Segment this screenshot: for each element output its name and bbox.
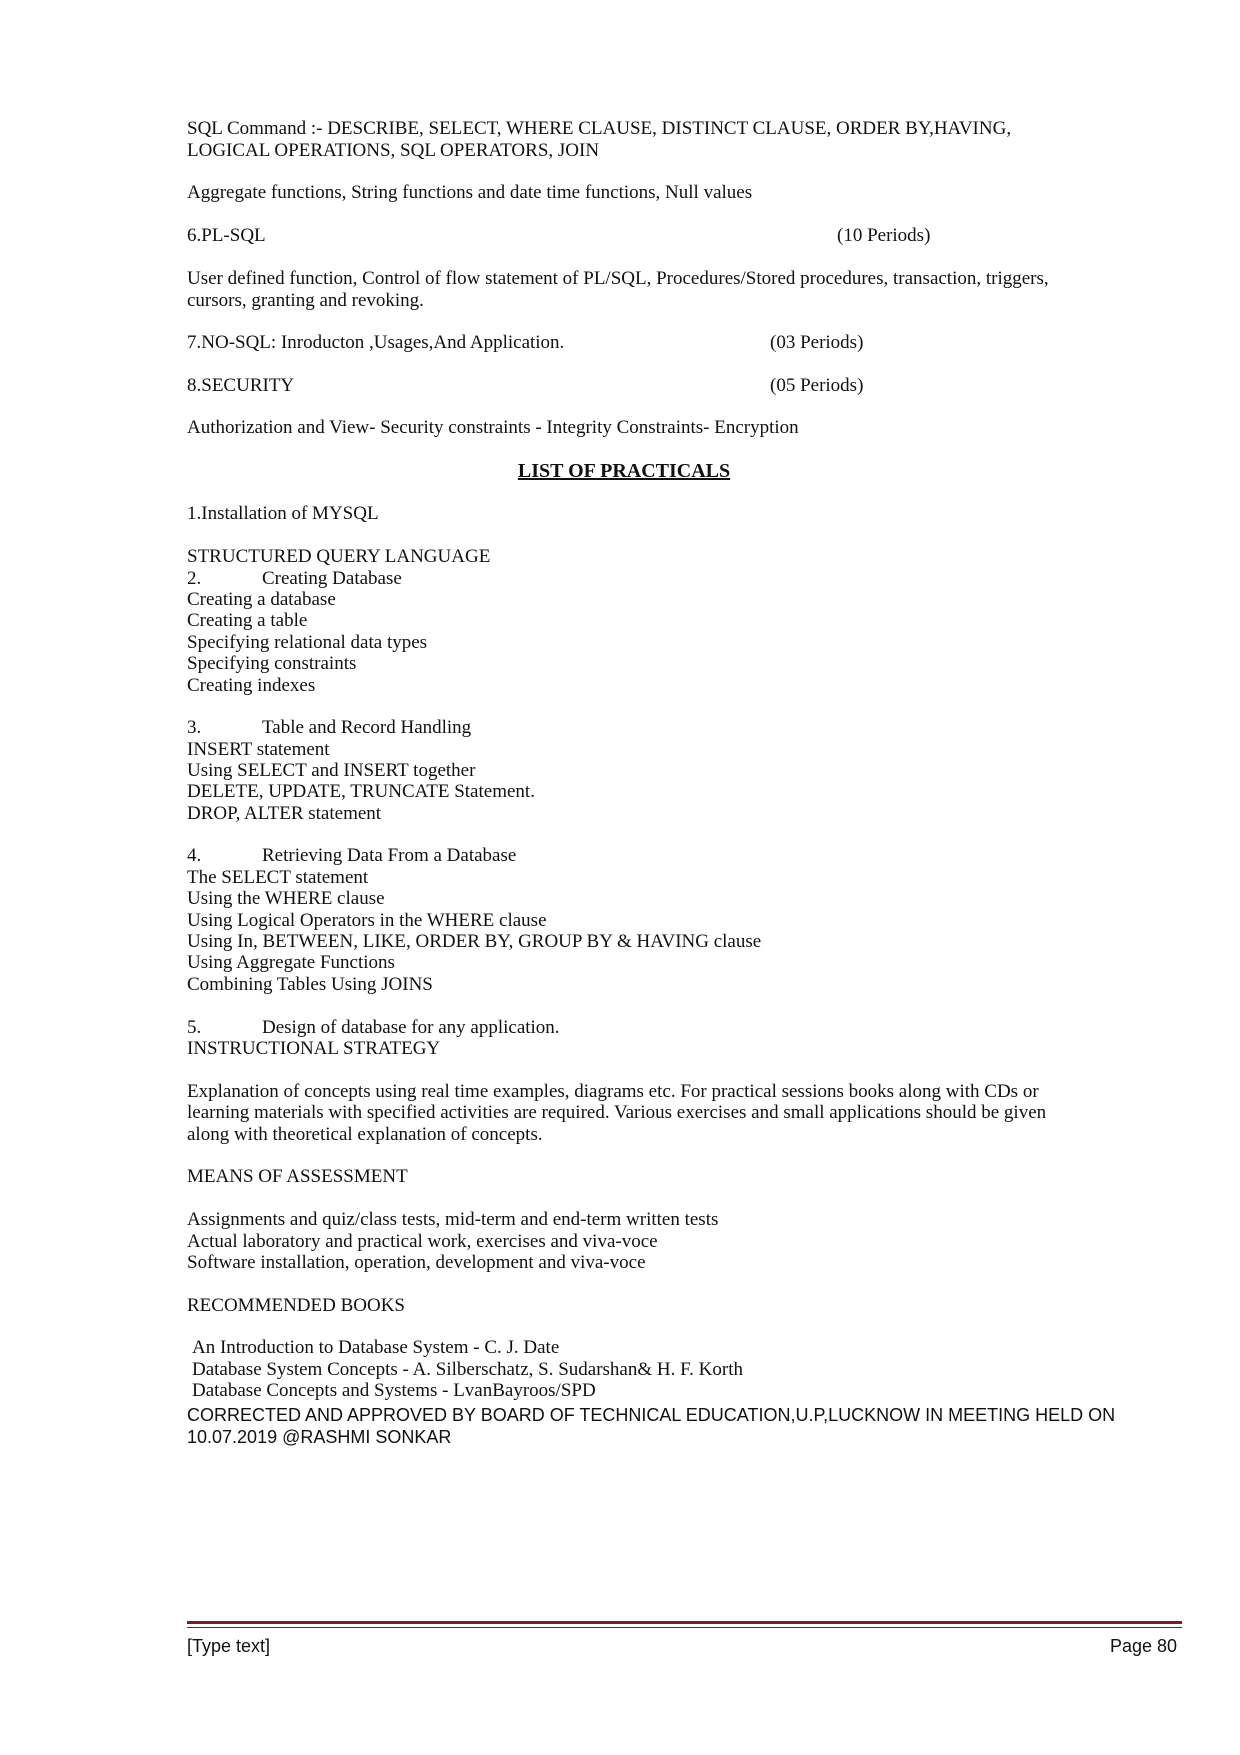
unit7-title: 7.NO-SQL: Inroducton ,Usages,And Application. (187, 332, 565, 353)
practical-3-item: DELETE, UPDATE, TRUNCATE Statement. (187, 781, 535, 802)
unit8-title: 8.SECURITY (187, 375, 295, 396)
practical-5-number: 5. (187, 1017, 202, 1038)
practical-4-number: 4. (187, 845, 202, 866)
sql-commands-line-1: SQL Command :- DESCRIBE, SELECT, WHERE CLAUSE, DISTINCT CLAUSE, ORDER BY,HAVING, (187, 118, 1012, 139)
practical-4-item: Using the WHERE clause (187, 888, 385, 909)
practical-4-item: Combining Tables Using JOINS (187, 974, 433, 995)
practical-3-item: Using SELECT and INSERT together (187, 760, 476, 781)
strategy-heading: INSTRUCTIONAL STRATEGY (187, 1038, 441, 1059)
practical-3-item: INSERT statement (187, 739, 330, 760)
unit6-periods: (10 Periods) (837, 225, 931, 246)
footer-divider-thin (187, 1627, 1182, 1628)
book-item: Database Concepts and Systems - LvanBayroos/SPD (192, 1380, 596, 1401)
practical-2-item: Specifying relational data types (187, 632, 428, 653)
assessment-item: Actual laboratory and practical work, exercises and viva-voce (187, 1231, 658, 1252)
sql-heading: STRUCTURED QUERY LANGUAGE (187, 546, 491, 567)
assessment-item: Assignments and quiz/class tests, mid-term and end-term written tests (187, 1209, 719, 1230)
practical-3-title (187, 716, 471, 740)
page-number: Page 80 (1110, 1636, 1178, 1656)
sql-commands-line-2: LOGICAL OPERATIONS, SQL OPERATORS, JOIN (187, 140, 600, 161)
unit6-title: 6.PL-SQL (187, 225, 266, 246)
practical-4-item: Using In, BETWEEN, LIKE, ORDER BY, GROUP BY & HAVING clause (187, 931, 762, 952)
assessment-item: Software installation, operation, development and viva-voce (187, 1252, 646, 1273)
practical-4-item: Using Logical Operators in the WHERE clause (187, 910, 547, 931)
unit6-body-line-1: User defined function, Control of flow statement of PL/SQL, Procedures/Stored procedures, transaction, triggers, (187, 268, 1049, 289)
assessment-heading: MEANS OF ASSESSMENT (187, 1166, 408, 1187)
unit6-body-line-2: cursors, granting and revoking. (187, 290, 424, 311)
book-item: An Introduction to Database System - C. J. Date (192, 1337, 560, 1358)
unit8-periods: (05 Periods) (770, 375, 864, 396)
approval-line-2: 10.07.2019 @RASHMI SONKAR (187, 1427, 452, 1447)
unit7-periods: (03 Periods) (770, 332, 864, 353)
practical-2-item: Creating indexes (187, 675, 316, 696)
strategy-line-2: learning materials with specified activities are required. Various exercises and small applications should be given (187, 1102, 1047, 1123)
practical-1: 1.Installation of MYSQL (187, 503, 379, 524)
footer-placeholder-text: [Type text] (187, 1636, 271, 1656)
practical-2-item: Creating a table (187, 610, 308, 631)
practical-2-label: Creating Database (262, 568, 402, 589)
practical-2-item: Creating a database (187, 589, 336, 610)
strategy-line-1: Explanation of concepts using real time examples, diagrams etc. For practical sessions books along with CDs or (187, 1081, 1039, 1102)
practical-3-number: 3. (187, 717, 202, 738)
practical-4-item: Using Aggregate Functions (187, 952, 395, 973)
practical-4-label: Retrieving Data From a Database (262, 845, 517, 866)
approval-line-1: CORRECTED AND APPROVED BY BOARD OF TECHNICAL EDUCATION,U.P,LUCKNOW IN MEETING HELD ON (187, 1405, 1116, 1425)
practical-4-item: The SELECT statement (187, 867, 369, 888)
footer-divider (187, 1621, 1182, 1624)
practical-3-label: Table and Record Handling (262, 717, 472, 738)
unit8-body: Authorization and View- Security constraints - Integrity Constraints- Encryption (187, 417, 799, 438)
practical-4-title (187, 844, 516, 868)
practical-2-number: 2. (187, 568, 202, 589)
practical-2-item: Specifying constraints (187, 653, 357, 674)
book-item: Database System Concepts - A. Silberschatz, S. Sudarshan& H. F. Korth (192, 1359, 743, 1380)
practical-5-label: Design of database for any application. (262, 1017, 560, 1038)
functions-line: Aggregate functions, String functions and date time functions, Null values (187, 182, 753, 203)
books-heading: RECOMMENDED BOOKS (187, 1295, 405, 1316)
strategy-line-3: along with theoretical explanation of concepts. (187, 1124, 543, 1145)
practicals-heading: LIST OF PRACTICALS (517, 460, 731, 482)
practical-3-item: DROP, ALTER statement (187, 803, 382, 824)
